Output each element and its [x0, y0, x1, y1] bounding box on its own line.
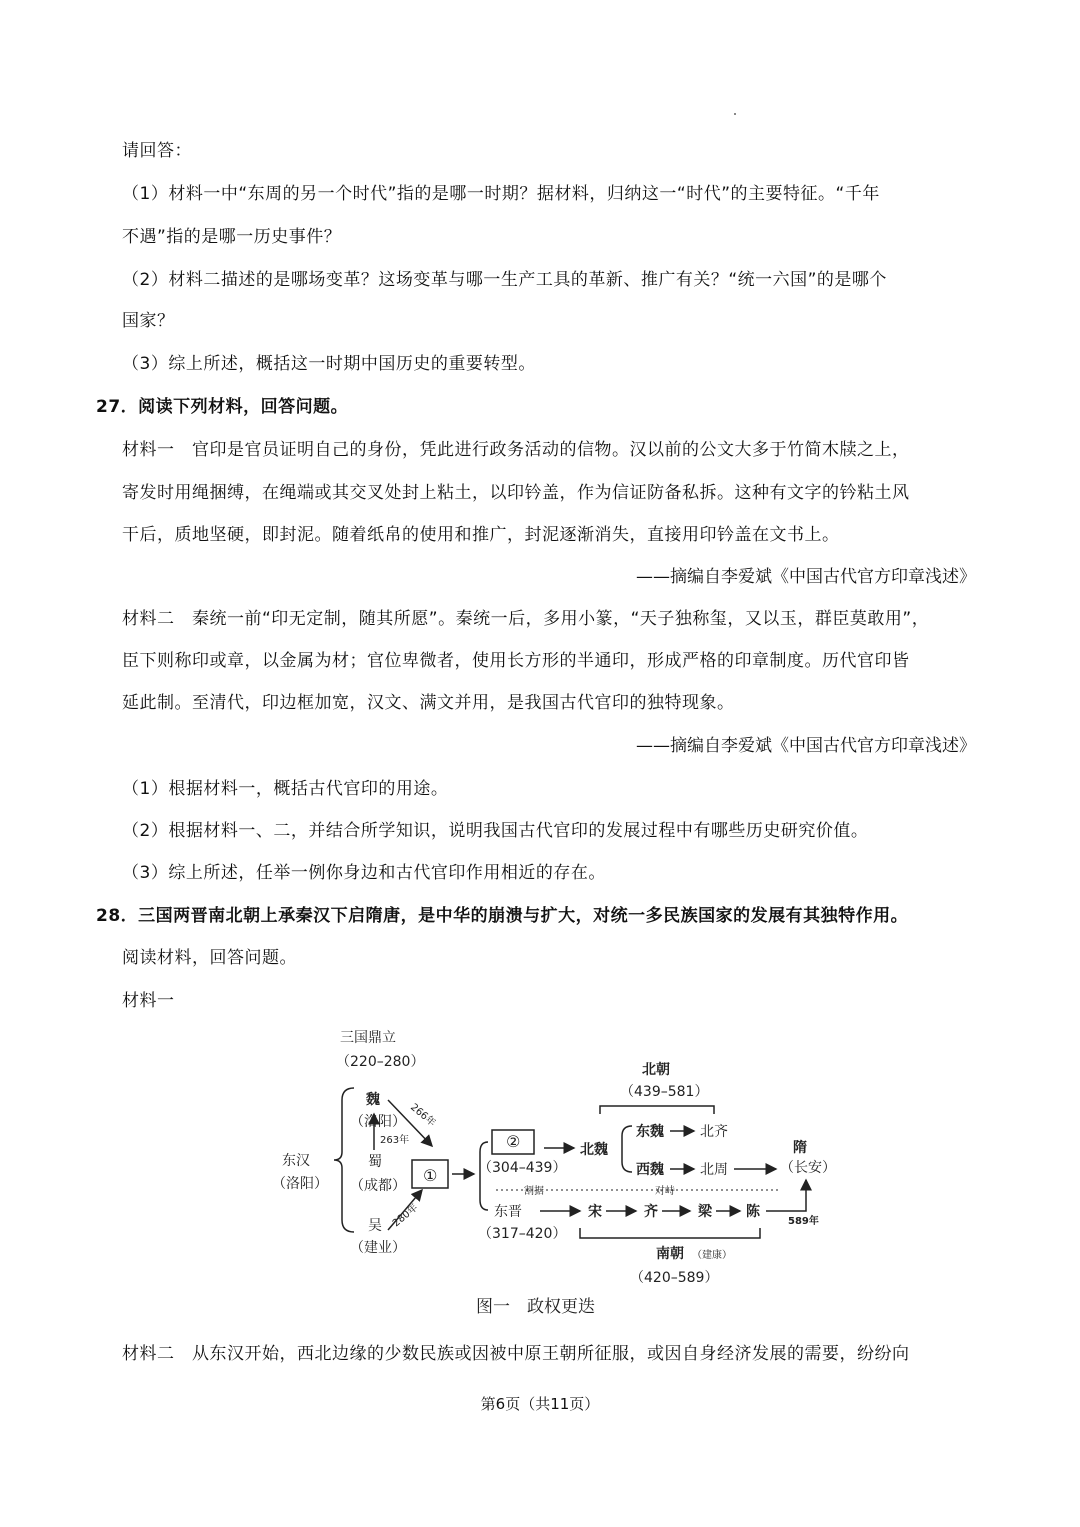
label-304-439: （304–439）: [478, 1160, 567, 1176]
label-beiwei: 北魏: [580, 1142, 608, 1158]
label-beiqi: 北齐: [700, 1124, 728, 1140]
bracket-sanguo: [334, 1088, 354, 1232]
label-266: 266年: [408, 1101, 438, 1129]
label-beichao: 北朝: [642, 1062, 670, 1078]
figure-caption: 图一 政权更迭: [476, 1297, 595, 1317]
label-shu: 蜀: [368, 1154, 382, 1170]
q26-sub2-line2: 国家？: [122, 311, 175, 331]
q27-material1-line1: 材料一 官印是官员证明自己的身份，凭此进行政务活动的信物。汉以前的公文大多于竹简木牍之上，: [122, 440, 910, 460]
label-dongwei: 东魏: [636, 1124, 664, 1140]
label-589: 589年: [788, 1216, 819, 1227]
brace-beichao: [600, 1106, 714, 1114]
label-dongjin: 东晋: [494, 1204, 522, 1220]
label-nanchao: 南朝: [656, 1246, 684, 1262]
label-wu-city: （建业）: [350, 1240, 406, 1256]
label-sui: 隋: [793, 1140, 807, 1156]
label-donghan: 东汉: [282, 1153, 310, 1169]
label-liang: 梁: [698, 1204, 712, 1220]
page-footer: 第6页（共11页）: [480, 1395, 600, 1413]
q26-sub1-line2: 不遇”指的是哪一历史事件？: [122, 227, 342, 247]
label-wei-city: （洛阳）: [350, 1114, 406, 1130]
label-shu-city: （成都）: [350, 1178, 406, 1194]
q27-material2-line3: 延此制。至清代，印边框加宽，汉文、满文并用，是我国古代官印的独特现象。: [122, 693, 735, 713]
label-wu: 吴: [368, 1218, 382, 1234]
bracket-beiwei-split: [622, 1126, 632, 1172]
regime-succession-diagram: [0, 1020, 1080, 1320]
q28-intro: 阅读材料，回答问题。: [122, 948, 297, 968]
q28-material1-label: 材料一: [122, 991, 175, 1011]
label-sanguo: 三国鼎立: [340, 1030, 396, 1046]
scan-speck: [734, 113, 736, 115]
q27-material2-line1: 材料二 秦统一前“印无定制，随其所愿”。秦统一后，多用小篆，“天子独称玺，又以玉，群臣莫敢用”，: [122, 609, 930, 629]
q27-material1-line2: 寄发时用绳捆缚，在绳端或其交叉处封上粘土，以印钤盖，作为信证防备私拆。这种有文字的钤粘土风: [122, 483, 910, 503]
q26-sub1-line1: （1）材料一中“东周的另一个时代”指的是哪一时期？据材料，归纳这一“时代”的主要特征。“千年: [122, 184, 880, 204]
label-song: 宋: [588, 1204, 602, 1220]
q27-sub3: （3）综上所述，任举一例你身边和古代官印作用相近的存在。: [122, 863, 606, 883]
label-nanchao-years: （420–589）: [630, 1270, 719, 1286]
label-chen: 陈: [746, 1204, 760, 1220]
q27-sub1: （1）根据材料一，概括古代官印的用途。: [122, 779, 449, 799]
label-beichao-years: （439–581）: [620, 1084, 709, 1100]
label-donghan-city: （洛阳）: [272, 1176, 328, 1192]
q28-title: 28．三国两晋南北朝上承秦汉下启隋唐，是中华的崩溃与扩大，对统一多民族国家的发展有其独特作用。: [96, 906, 909, 926]
q28-material2-line1: 材料二 从东汉开始，西北边缘的少数民族或因被中原王朝所征服，或因自身经济发展的需要，纷纷向: [122, 1344, 910, 1364]
q26-sub2-line1: （2）材料二描述的是哪场变革？这场变革与哪一生产工具的革新、推广有关？“统一六国”的是哪个: [122, 270, 887, 290]
q27-title: 27．阅读下列材料，回答问题。: [96, 397, 349, 417]
label-dongjin-years: （317–420）: [478, 1226, 567, 1242]
q27-material2-source: ——摘编自李爱斌《中国古代官方印章浅述》: [636, 736, 976, 756]
label-duizhi: 对峙: [655, 1186, 675, 1197]
label-qi: 齐: [644, 1204, 658, 1220]
label-beizhou: 北周: [700, 1162, 728, 1178]
arrow-chen-to-sui: [766, 1180, 806, 1211]
q27-sub2: （2）根据材料一、二，并结合所学知识，说明我国古代官印的发展过程中有哪些历史研究价值。: [122, 821, 869, 841]
label-wei: 魏: [366, 1092, 380, 1108]
q27-material2-line2: 臣下则称印或章，以金属为材；官位卑微者，使用长方形的半通印，形成严格的印章制度。历代官印皆: [122, 651, 910, 671]
label-sui-city: （长安）: [780, 1160, 836, 1176]
label-nanchao-city: （建康）: [692, 1250, 732, 1261]
label-sanguo-years: （220–280）: [336, 1054, 425, 1070]
answer-prompt: 请回答：: [122, 141, 192, 161]
label-box1: ①: [423, 1166, 438, 1185]
label-280: 280年: [390, 1202, 421, 1230]
label-box2: ②: [506, 1132, 521, 1151]
label-263: 263年: [380, 1135, 410, 1146]
brace-nanchao: [580, 1228, 760, 1238]
label-xiwei: 西魏: [636, 1162, 664, 1178]
q27-material1-source: ——摘编自李爱斌《中国古代官方印章浅述》: [636, 567, 976, 587]
q27-material1-line3: 干后，质地坚硬，即封泥。随着纸帛的使用和推广，封泥逐渐消失，直接用印钤盖在文书上。: [122, 525, 840, 545]
bracket-box1-split: [480, 1142, 488, 1210]
label-geju: 割据: [524, 1186, 544, 1197]
q26-sub3: （3）综上所述，概括这一时期中国历史的重要转型。: [122, 354, 536, 374]
